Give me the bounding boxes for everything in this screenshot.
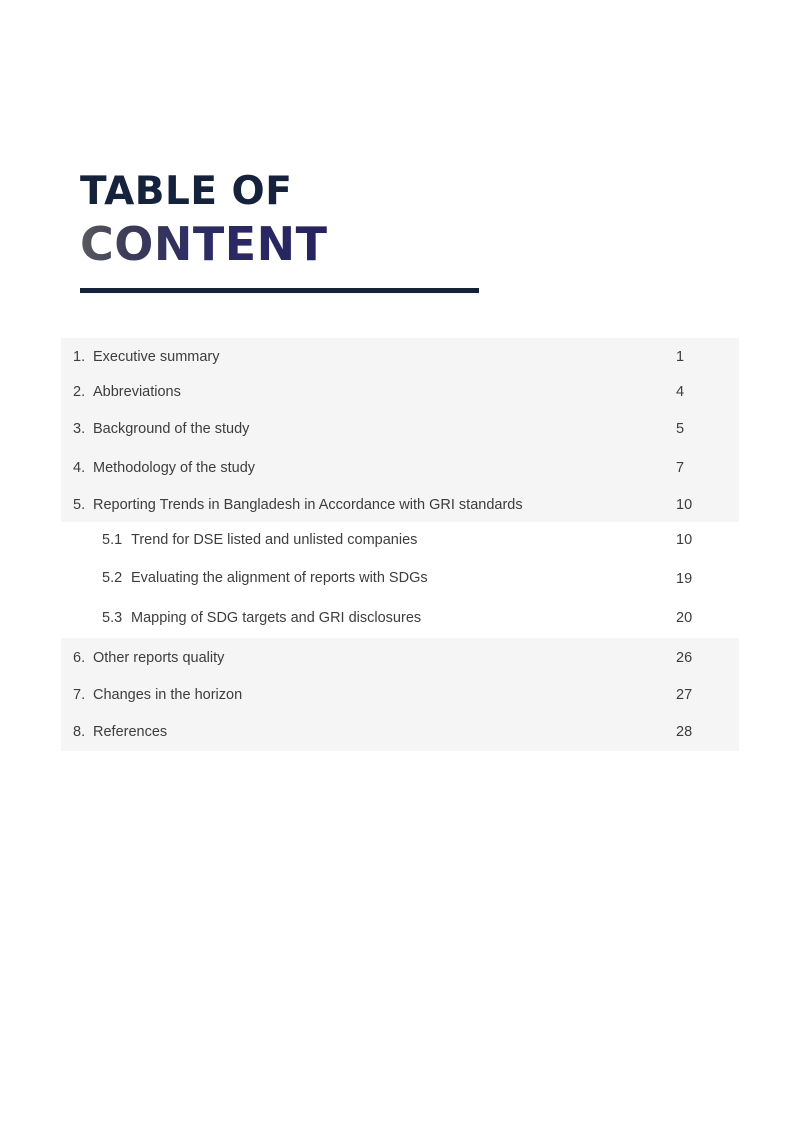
toc-entry-number: 1. (73, 348, 86, 365)
toc-entry-page: 20 (676, 610, 693, 626)
title-line-2: CONTENT (80, 217, 328, 271)
toc-entry-8[interactable] (61, 713, 739, 751)
toc-entry-page: 4 (676, 384, 685, 400)
toc-entry-number: 6. (73, 649, 86, 666)
toc-entry-label: Changes in the horizon (93, 687, 243, 703)
toc-entry-label: Executive summary (93, 348, 220, 365)
toc-entry-3[interactable] (61, 409, 739, 448)
toc-entry-label: Reporting Trends in Bangladesh in Accordance with GRI standards (93, 497, 523, 513)
toc-entry-number: 5.1 (102, 531, 123, 548)
toc-entry-number: 3. (73, 420, 86, 437)
toc-entry-4[interactable] (61, 448, 739, 488)
toc-entry-page: 10 (676, 531, 693, 548)
toc-entry-7[interactable] (61, 677, 739, 713)
toc-entry-label: Background of the study (93, 420, 250, 437)
toc-entry-number: 5.2 (102, 569, 123, 586)
toc-entry-5-3[interactable] (61, 598, 739, 638)
toc-group-main-a (61, 338, 739, 522)
toc-entry-label: Evaluating the alignment of reports with SDGs (131, 569, 428, 586)
toc-entry-page: 5 (676, 420, 685, 437)
toc-group-main-b (61, 638, 739, 751)
toc-group-subsections (61, 522, 739, 638)
toc-entry-label: Methodology of the study (93, 460, 256, 476)
toc-entry-5[interactable] (61, 488, 739, 522)
table-of-contents (61, 338, 739, 751)
toc-entry-label: Abbreviations (93, 384, 181, 400)
toc-entry-6[interactable] (61, 638, 739, 677)
toc-entry-1[interactable] (61, 338, 739, 375)
toc-entry-number: 7. (73, 687, 86, 703)
toc-entry-number: 5. (73, 497, 86, 513)
toc-entry-2[interactable] (61, 375, 739, 409)
toc-entry-number: 4. (73, 460, 86, 476)
toc-entry-page: 7 (676, 460, 685, 476)
toc-entry-number: 2. (73, 384, 86, 400)
toc-entry-number: 8. (73, 724, 86, 740)
page-title (80, 170, 328, 272)
toc-entry-page: 27 (676, 687, 693, 703)
title-line-1: TABLE OF (80, 169, 293, 214)
toc-entry-number: 5.3 (102, 610, 123, 626)
title-underline (80, 288, 479, 293)
toc-entry-page: 10 (676, 497, 693, 513)
toc-entry-label: Mapping of SDG targets and GRI disclosures (131, 610, 422, 626)
toc-entry-5-2[interactable] (61, 557, 739, 598)
toc-entry-label: Other reports quality (93, 649, 225, 666)
toc-entry-page: 26 (676, 649, 693, 666)
toc-entry-label: References (93, 724, 168, 740)
toc-entry-page: 19 (676, 570, 693, 587)
toc-entry-label: Trend for DSE listed and unlisted companies (131, 531, 418, 548)
toc-entry-5-1[interactable] (61, 522, 739, 557)
toc-entry-page: 28 (676, 724, 693, 740)
toc-entry-page: 1 (676, 348, 685, 365)
